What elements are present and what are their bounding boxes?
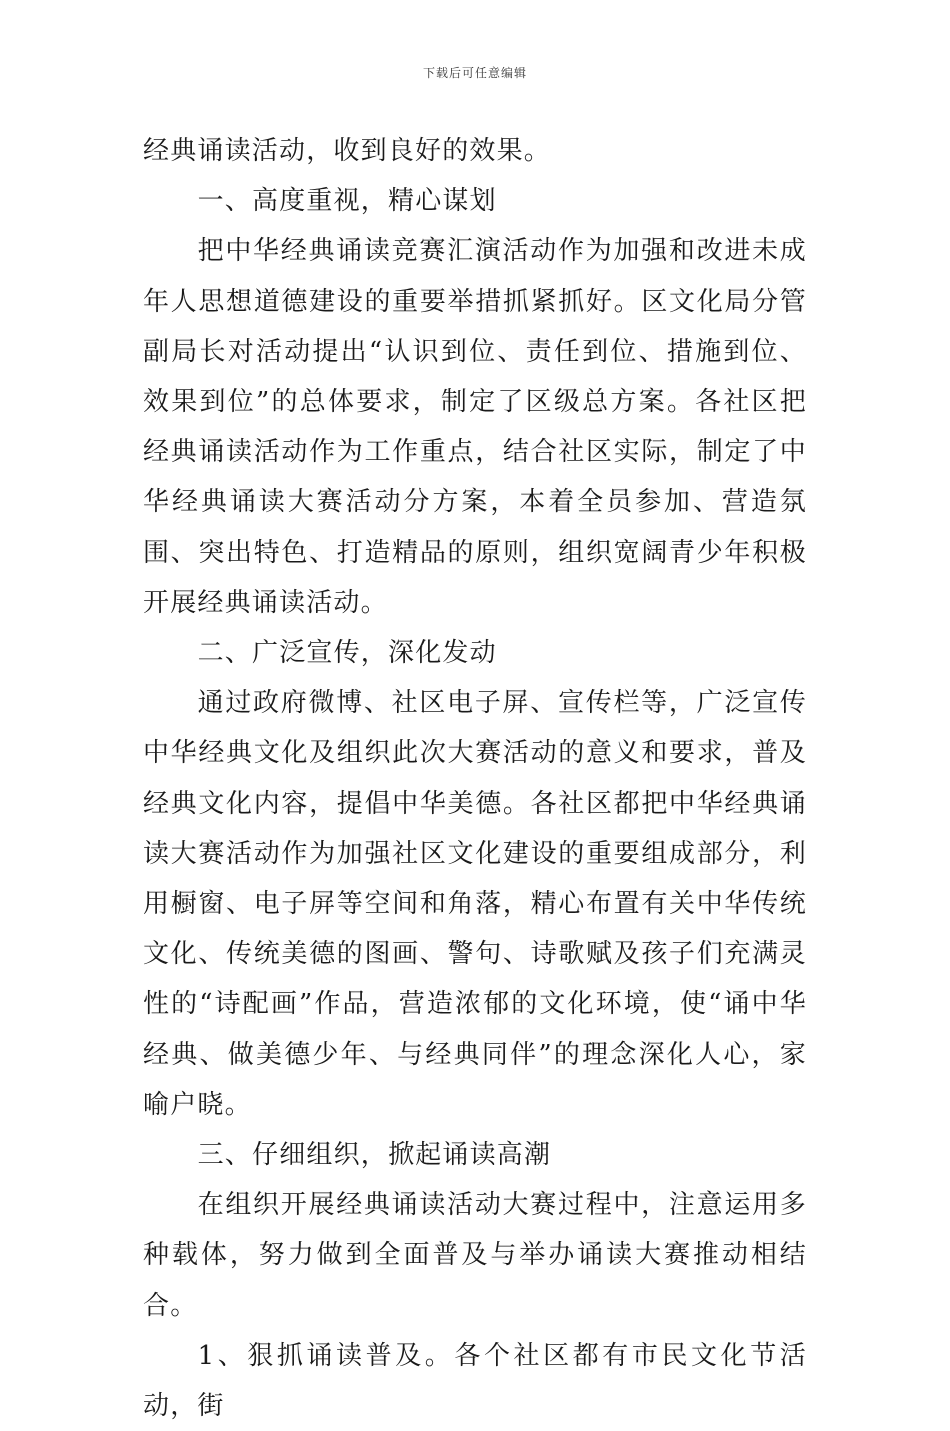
paragraph-1: 把中华经典诵读竞赛汇演活动作为加强和改进未成年人思想道德建设的重要举措抓紧抓好。区文化局分管副局长对活动提出“认识到位、责任到位、措施到位、效果到位”的总体要求，制定了区级总方案。各社区把经典诵读活动作为工作重点，结合社区实际，制定了中华经典诵读大赛活动分方案，本着全员参加、营造氛围、突出特色、打造精品的原则，组织宽阔青少年积极开展经典诵读活动。	[143, 236, 807, 618]
document-body	[143, 126, 807, 1431]
paragraph-continuation: 经典诵读活动，收到良好的效果。	[143, 136, 552, 166]
paragraph-4: 1、狠抓诵读普及。各个社区都有市民文化节活动，街	[143, 1340, 807, 1422]
section-heading-3: 三、仔细组织，掀起诵读高潮	[197, 1140, 552, 1171]
paragraph-3: 在组织开展经典诵读活动大赛过程中，注意运用多种载体，努力做到全面普及与举办诵读大赛推动相结合。	[143, 1190, 807, 1321]
page-header-note: 下载后可任意编辑	[422, 66, 527, 80]
section-heading-1: 一、高度重视，精心谋划	[197, 186, 497, 217]
section-heading-2: 二、广泛宣传，深化发动	[197, 638, 497, 669]
paragraph-2: 通过政府微博、社区电子屏、宣传栏等，广泛宣传中华经典文化及组织此次大赛活动的意义和要求，普及经典文化内容，提倡中华美德。各社区都把中华经典诵读大赛活动作为加强社区文化建设的重要组成部分，利用橱窗、电子屏等空间和角落，精心布置有关中华传统文化、传统美德的图画、警句、诗歌赋及孩子们充满灵性的“诗配画”作品，营造浓郁的文化环境，使“诵中华经典、做美德少年、与经典同伴”的理念深化人心，家喻户晓。	[143, 688, 807, 1120]
